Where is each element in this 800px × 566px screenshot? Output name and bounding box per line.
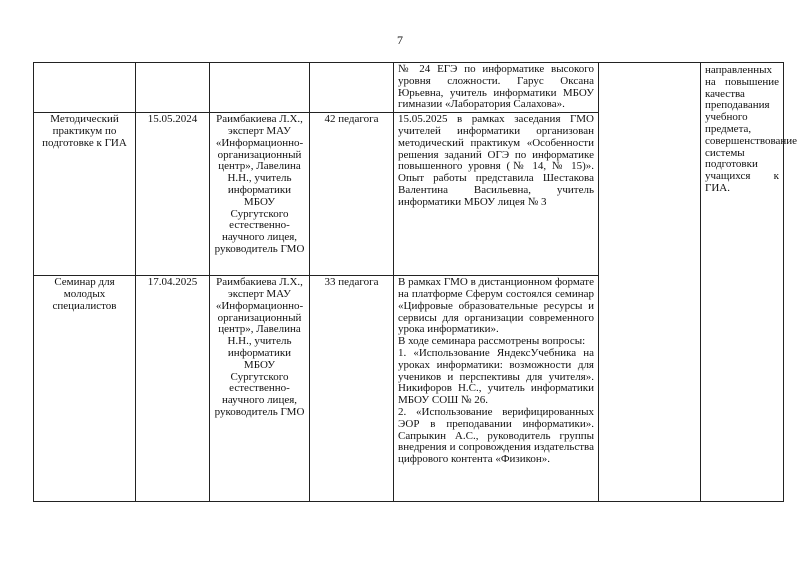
organizers-cell: Раимбакиева Л.Х., эксперт МАУ «Информационно-организационный центр», Лавелина Н.Н., учитель информатики МБОУ Сургутского естественно-научного лицея, руководитель ГМО xyxy=(210,276,310,502)
date-cell xyxy=(136,63,210,113)
empty-column-cell xyxy=(599,63,701,502)
description-paragraph: В ходе семинара рассмотрены вопросы: xyxy=(398,335,586,348)
event-cell: Методический практикум по подготовке к ГИА xyxy=(34,113,136,276)
description-cell xyxy=(394,276,599,502)
description-cell: № 24 ЕГЭ по информатике высокого уровня сложности. Гарус Оксана Юрьевна, учитель информатики МБОУ гимназии «Лаборатория Салахова». xyxy=(394,63,599,113)
organizers-cell: Раимбакиева Л.Х., эксперт МАУ «Информационно-организационный центр», Лавелина Н.Н., учитель информатики МБОУ Сургутского естественно-научного лицея, руководитель ГМО xyxy=(210,113,310,276)
result-cell: направленных на повышение качества преподавания учебного предмета, совершенствование системы подготовки учащихся к ГИА. xyxy=(701,63,784,502)
date-cell: 17.04.2025 xyxy=(136,276,210,502)
organizers-cell xyxy=(210,63,310,113)
participants-cell xyxy=(310,63,394,113)
description-paragraph: 2. «Использование верифицированных ЭОР в преподавании информатики». Сапрыкин А.С., руководитель группы внедрения и сопровождения издательства цифрового контента «Физикон». xyxy=(398,405,594,466)
table-row xyxy=(34,63,784,113)
description-paragraph: 1. «Использование ЯндексУчебника на уроках информатики: возможности для учеников и перспективы для учителя». Никифоров Н.С., учитель информатики МБОУ СОШ № 26. xyxy=(398,346,594,407)
event-cell xyxy=(34,63,136,113)
description-cell: 15.05.2025 в рамках заседания ГМО учителей информатики организован методический практикум «Особенности решения заданий ОГЭ по информатике повышенного уровня (№ 14, № 15)». Опыт работы представила Шестакова Валентина Васильевна, учитель информатики МБОУ лицея № 3 xyxy=(394,113,599,276)
description-paragraph: В рамках ГМО в дистанционном формате на платформе Сферум состоялся семинар «Цифровые образовательные ресурсы и сервисы для организации современного урока информатики». xyxy=(398,276,594,336)
participants-cell: 33 педагога xyxy=(310,276,394,502)
date-cell: 15.05.2024 xyxy=(136,113,210,276)
events-table xyxy=(33,62,798,502)
event-cell: Семинар для молодых специалистов xyxy=(34,276,136,502)
page-number: 7 xyxy=(397,33,403,47)
participants-cell: 42 педагога xyxy=(310,113,394,276)
